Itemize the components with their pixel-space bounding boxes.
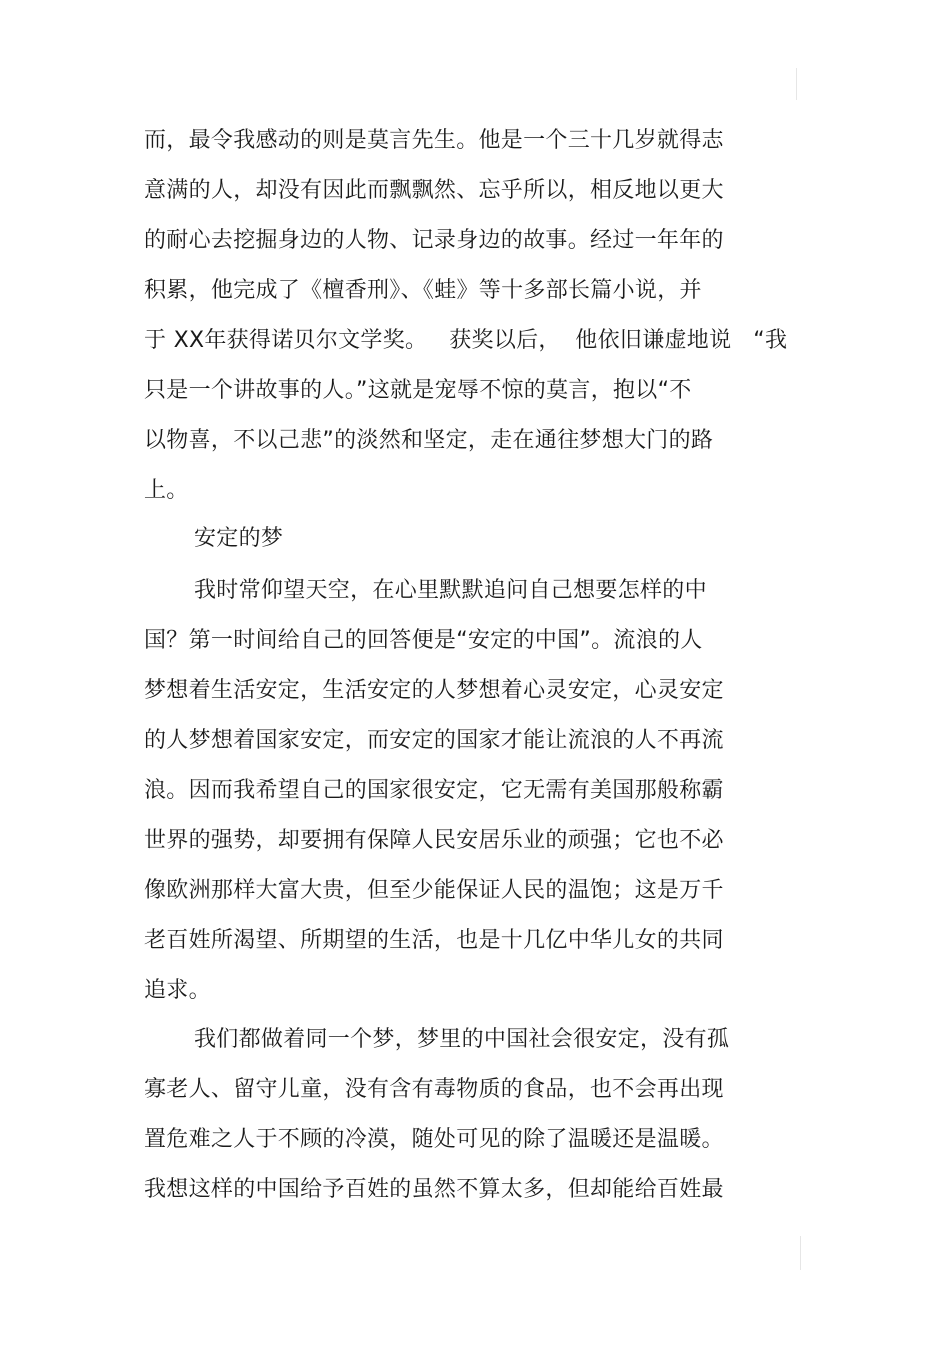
text-line-15: 世界的强势，却要拥有保障人民安居乐业的顽强；它也不必 (144, 828, 724, 853)
text-line-3: 的耐心去挖掘身边的人物、记录身边的故事。经过一年年的 (144, 228, 724, 253)
text-line-8: 上。 (144, 478, 189, 503)
text-line-21: 置危难之人于不顾的冷漠，随处可见的除了温暖还是温暖。 (144, 1127, 724, 1152)
text-line-2: 意满的人，却没有因此而飘飘然、忘乎所以，相反地以更大 (144, 178, 724, 203)
page-margin-mark-bottom (800, 1236, 801, 1270)
text-line-18: 追求。 (144, 978, 211, 1003)
text-line-6: 只是一个讲故事的人。”这就是宠辱不惊的莫言，抱以“不 (144, 378, 692, 403)
text-line-7: 以物喜，不以己悲”的淡然和坚定，走在通往梦想大门的路 (144, 428, 714, 453)
text-line-19: 我们都做着同一个梦，梦里的中国社会很安定，没有孤 (194, 1027, 730, 1052)
text-line-20: 寡老人、留守儿童，没有含有毒物质的食品，也不会再出现 (144, 1077, 724, 1102)
section-heading: 安定的梦 (194, 526, 284, 551)
text-line-10: 我时常仰望天空，在心里默默追问自己想要怎样的中 (194, 578, 707, 603)
text-line-5: 于 XX年获得诺贝尔文学奖。 获奖以后， 他依旧谦虚地说 “我 (144, 328, 788, 353)
text-line-14: 浪。因而我希望自己的国家很安定，它无需有美国那般称霸 (144, 778, 724, 803)
text-line-22: 我想这样的中国给予百姓的虽然不算太多，但却能给百姓最 (144, 1177, 724, 1202)
text-line-17: 老百姓所渴望、所期望的生活，也是十几亿中华儿女的共同 (144, 928, 724, 953)
text-line-1: 而，最令我感动的则是莫言先生。他是一个三十几岁就得志 (144, 128, 724, 153)
text-line-16: 像欧洲那样大富大贵，但至少能保证人民的温饱；这是万千 (144, 878, 724, 903)
text-line-13: 的人梦想着国家安定，而安定的国家才能让流浪的人不再流 (144, 728, 724, 753)
text-line-12: 梦想着生活安定，生活安定的人梦想着心灵安定，心灵安定 (144, 678, 724, 703)
text-line-4: 积累，他完成了《檀香刑》、《蛙》等十多部长篇小说，并 (144, 278, 702, 303)
page-margin-mark-top (796, 68, 797, 100)
text-line-11: 国？第一时间给自己的回答便是“安定的中国”。流浪的人 (144, 628, 703, 653)
